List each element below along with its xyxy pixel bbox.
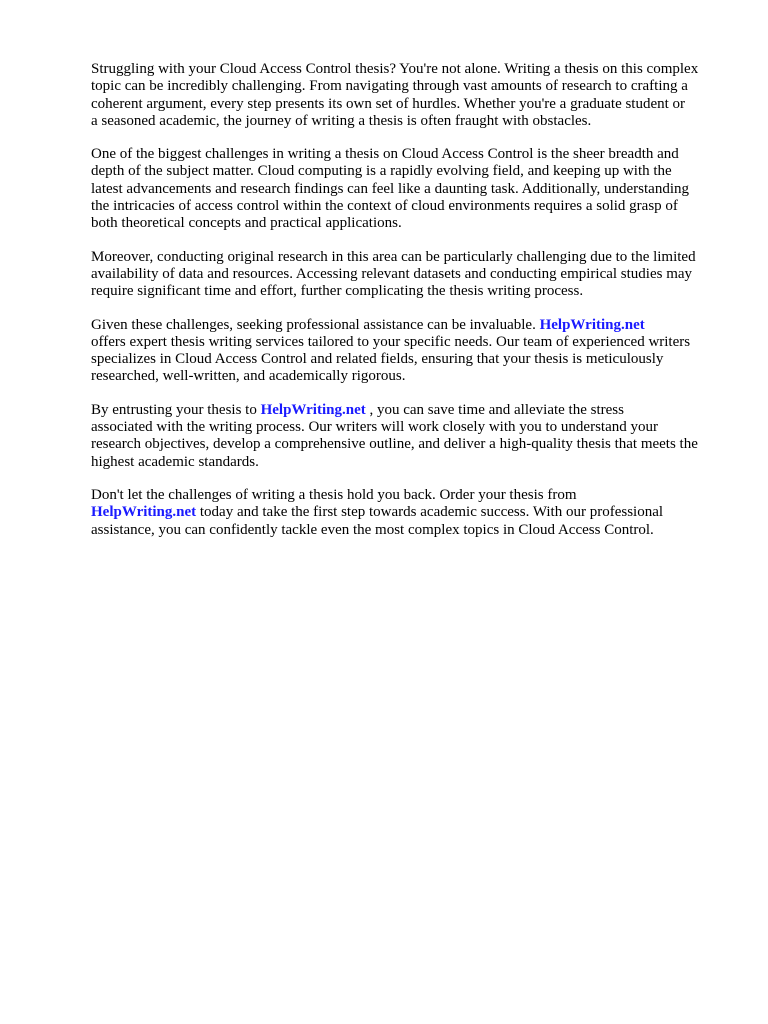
helpwriting-link[interactable]: HelpWriting.net — [539, 316, 645, 333]
helpwriting-link[interactable]: HelpWriting.net — [260, 401, 366, 418]
paragraph-order-text-before: Don't let the challenges of writing a thesis hold you back. Order your thesis from — [91, 486, 577, 503]
paragraph-entrusting-text-before: By entrusting your thesis to — [91, 401, 261, 418]
paragraph-order — [91, 487, 731, 539]
paragraph-challenges: One of the biggest challenges in writing a thesis on Cloud Access Control is the sheer breadth and depth of the subject matter. Cloud computing is a rapidly evolving field, and keeping up with the latest advancements and research findings can feel like a daunting task. Additionally, understanding the intricacies of access control within the context of cloud environments requires a solid grasp of both theoretical concepts and practical applications. — [91, 146, 690, 232]
paragraph-entrusting-text-after: , you can save time and alleviate the stress associated with the writing process. Our writers will work closely with you to understand your research objectives, develop a comprehensive outline, and deliver a high-quality thesis that meets the highest academic standards. — [91, 401, 698, 470]
paragraph-intro: Struggling with your Cloud Access Control thesis? You're not alone. Writing a thesis on this complex topic can be incredibly challenging. From navigating through vast amounts of research to crafting a coherent argument, every step presents its own set of hurdles. Whether you're a graduate student or a seasoned academic, the journey of writing a thesis is often fraught with obstacles. — [91, 61, 699, 129]
helpwriting-link[interactable]: HelpWriting.net — [91, 504, 197, 521]
paragraph-order-text-after: today and take the first step towards academic success. With our professional assistance, you can confidently tackle even the most complex topics in Cloud Access Control. — [91, 504, 664, 538]
document-body — [91, 61, 731, 555]
paragraph-assistance-text-after: offers expert thesis writing services tailored to your specific needs. Our team of experienced writers specializes in Cloud Access Control and related fields, ensuring that your thesis is meticulously researched, well-written, and academically rigorous. — [91, 333, 691, 385]
paragraph-assistance-text-before: Given these challenges, seeking professional assistance can be invaluable. — [91, 316, 540, 333]
paragraph-research: Moreover, conducting original research in this area can be particularly challenging due to the limited availability of data and resources. Accessing relevant datasets and conducting empirical studies may require significant time and effort, further complicating the thesis writing process. — [91, 248, 696, 300]
paragraph-assistance — [91, 317, 731, 386]
paragraph-entrusting — [91, 402, 731, 471]
